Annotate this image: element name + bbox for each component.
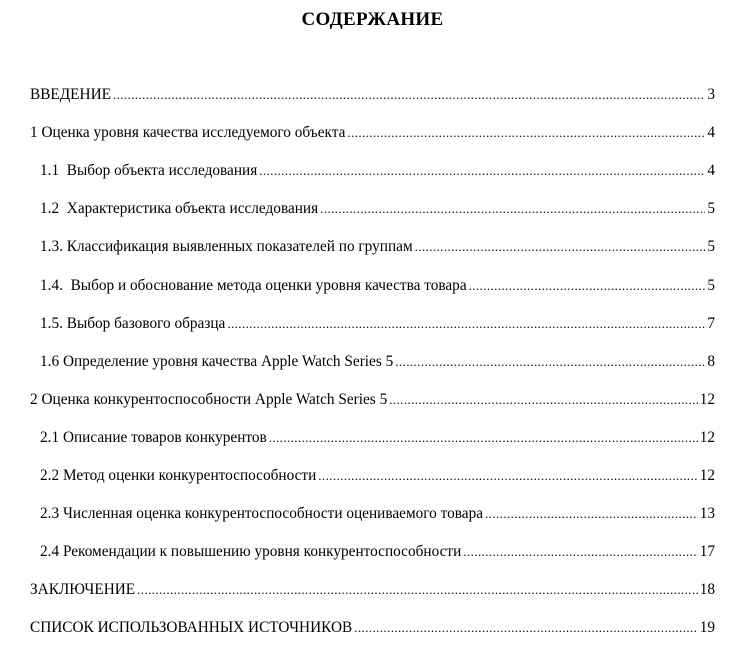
toc-leader-dots — [389, 391, 697, 409]
toc-entry-label: 2.1 Описание товаров конкурентов — [40, 428, 267, 446]
toc-entry-label: 2.3 Численная оценка конкурентоспособности оцениваемого товара — [40, 505, 484, 523]
toc-entry[interactable] — [40, 349, 715, 371]
toc-leader-dots — [415, 238, 706, 256]
toc-entry[interactable] — [40, 196, 715, 218]
toc-entry[interactable] — [30, 82, 715, 104]
toc-leader-dots — [259, 162, 705, 180]
toc-entry-page-number: 17 — [699, 543, 715, 561]
toc-entry-label: СПИСОК ИСПОЛЬЗОВАННЫХ ИСТОЧНИКОВ — [30, 619, 353, 637]
toc-entry-label: ЗАКЛЮЧЕНИЕ — [30, 581, 136, 599]
toc-entry-page-number: 19 — [699, 619, 715, 637]
toc-leader-dots — [318, 467, 697, 485]
toc-entry[interactable] — [30, 577, 715, 599]
toc-entry-page-number: 12 — [699, 428, 715, 446]
page-title: СОДЕРЖАНИЕ — [301, 9, 444, 30]
toc-entry-page-number: 18 — [699, 581, 715, 599]
toc-entry-page-number: 5 — [707, 276, 715, 294]
toc-entry-label: 1.3. Классификация выявленных показателей по группам — [40, 238, 413, 256]
toc-entry-page-number: 12 — [699, 390, 715, 408]
toc-leader-dots — [354, 619, 698, 637]
toc-entry[interactable] — [40, 539, 715, 561]
toc-entry[interactable] — [30, 120, 715, 142]
toc-entry[interactable] — [40, 311, 715, 333]
toc-entry[interactable] — [40, 273, 715, 295]
toc-leader-dots — [320, 200, 705, 218]
toc-leader-dots — [137, 581, 698, 599]
toc-entry[interactable] — [40, 425, 715, 447]
toc-entry-label: 2.4 Рекомендации к повышению уровня конкурентоспособности — [40, 543, 462, 561]
toc-entry[interactable] — [40, 501, 715, 523]
toc-entry-label: 1.1 Выбор объекта исследования — [40, 162, 258, 180]
toc-entry-page-number: 13 — [699, 505, 715, 523]
toc-entry-label: ВВЕДЕНИЕ — [30, 86, 111, 103]
toc-entry-label: 1.5. Выбор базового образца — [40, 314, 226, 332]
toc-entry-page-number: 5 — [707, 238, 715, 256]
toc-leader-dots — [463, 543, 697, 561]
toc-entry-page-number: 5 — [707, 200, 715, 218]
toc-entry-page-number: 3 — [707, 86, 715, 103]
toc-leader-dots — [485, 505, 698, 523]
toc-leader-dots — [469, 277, 706, 295]
toc-entry-label: 1.6 Определение уровня качества Apple Watch Series 5 — [40, 352, 394, 370]
toc-entry-page-number: 7 — [707, 314, 715, 332]
toc-entry-label: 2.2 Метод оценки конкурентоспособности — [40, 467, 317, 484]
toc-leader-dots — [269, 429, 698, 447]
toc-entry[interactable] — [30, 387, 715, 409]
toc-entry[interactable] — [40, 158, 715, 180]
toc-entry-label: 1.4. Выбор и обоснование метода оценки уровня качества товара — [40, 276, 467, 294]
toc-entry-label: 1 Оценка уровня качества исследуемого объекта — [30, 124, 346, 142]
toc-entry[interactable] — [30, 615, 715, 637]
toc-entry[interactable] — [40, 463, 715, 485]
toc-leader-dots — [227, 315, 705, 333]
toc-entry-label: 2 Оценка конкурентоспособности Apple Watch Series 5 — [30, 390, 388, 408]
toc-entry-page-number: 12 — [699, 467, 715, 484]
toc-entry-page-number: 4 — [707, 162, 715, 180]
toc-entry[interactable] — [40, 234, 715, 256]
toc-leader-dots — [347, 124, 705, 142]
toc-entry-page-number: 8 — [707, 352, 715, 370]
toc-leader-dots — [395, 353, 705, 371]
toc-entry-page-number: 4 — [707, 124, 715, 142]
toc-leader-dots — [113, 86, 705, 104]
toc-entry-label: 1.2 Характеристика объекта исследования — [40, 200, 319, 218]
